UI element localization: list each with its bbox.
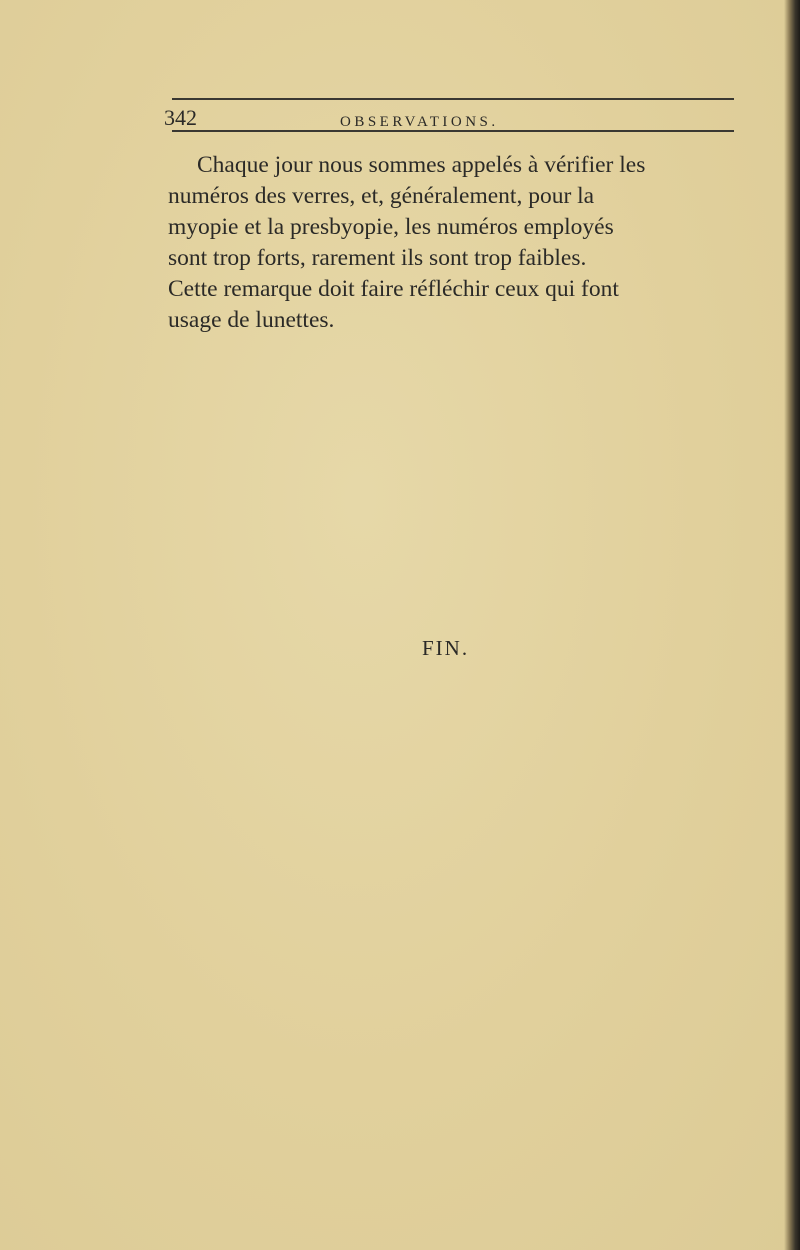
header-rule-bottom bbox=[172, 130, 734, 132]
paragraph-line: Chaque jour nous sommes appelés à vérifier les bbox=[197, 152, 646, 178]
header-rule-top bbox=[172, 98, 734, 100]
paragraph-line: Cette remarque doit faire réfléchir ceux qui font bbox=[168, 276, 619, 302]
paragraph-line: sont trop forts, rarement ils sont trop faibles. bbox=[168, 245, 587, 271]
page-edge-shadow bbox=[784, 0, 800, 1250]
paragraph bbox=[168, 150, 768, 336]
page-number: 342 bbox=[164, 105, 197, 130]
running-title: OBSERVATIONS. bbox=[340, 114, 499, 130]
paragraph-line: usage de lunettes. bbox=[168, 307, 335, 333]
end-marker: FIN. bbox=[422, 636, 470, 660]
paragraph-line: myopie et la presbyopie, les numéros employés bbox=[168, 214, 614, 240]
paragraph-line: numéros des verres, et, généralement, pour la bbox=[168, 183, 595, 209]
